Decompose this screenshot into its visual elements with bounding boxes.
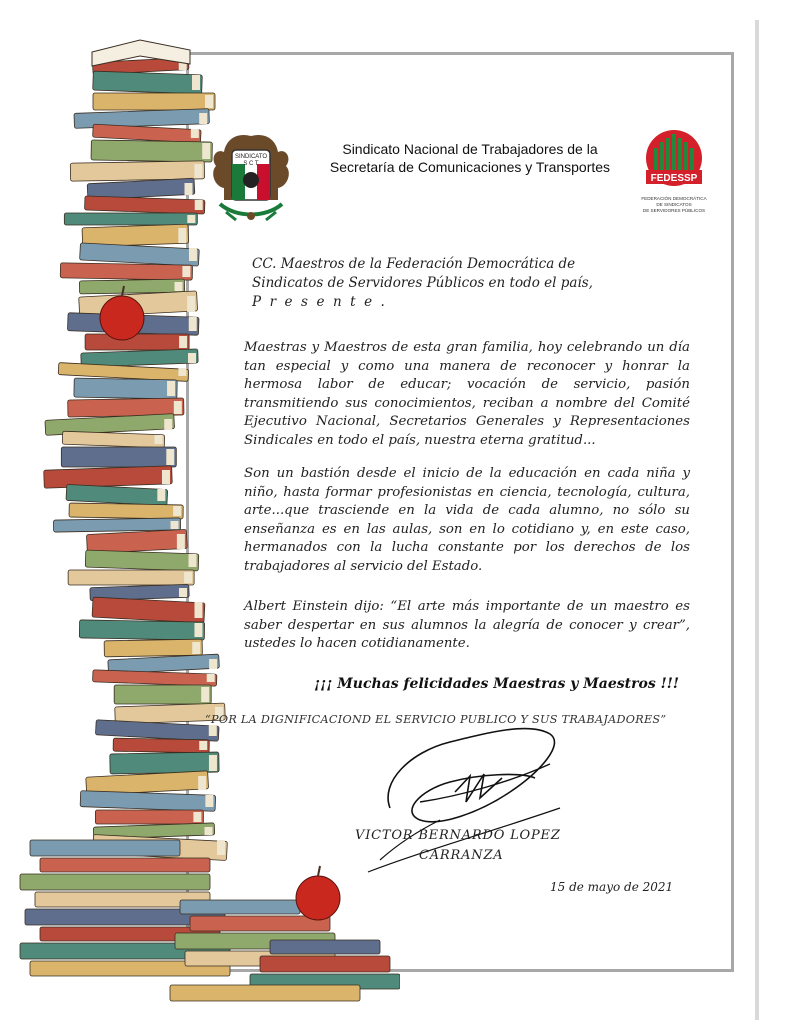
fedessp-caption-2: DE SINDICATOS bbox=[656, 202, 692, 207]
book-pages bbox=[177, 534, 185, 549]
book bbox=[80, 243, 200, 266]
fedessp-caption-1: FEDERACIÓN DEMOCRÁTICA bbox=[641, 196, 707, 201]
book-pages bbox=[195, 200, 203, 210]
fedessp-logo bbox=[640, 128, 708, 228]
book-pages bbox=[187, 215, 195, 223]
book-pages bbox=[182, 266, 190, 277]
book-pages bbox=[189, 317, 197, 331]
book-pages bbox=[191, 129, 199, 138]
book bbox=[62, 431, 164, 448]
book bbox=[30, 840, 180, 856]
book-pages bbox=[193, 812, 201, 822]
book-pages bbox=[217, 840, 225, 855]
book bbox=[93, 93, 215, 110]
book bbox=[64, 213, 197, 225]
book-pages bbox=[205, 795, 213, 807]
book-pages bbox=[187, 296, 195, 312]
book-pages bbox=[184, 183, 192, 195]
motto: “POR LA DIGNIFICACIOND EL SERVICIO PUBLICO Y SUS TRABAJADORES” bbox=[205, 713, 667, 726]
book bbox=[79, 279, 184, 294]
book-pages bbox=[209, 755, 217, 771]
book bbox=[79, 620, 204, 640]
book-pages bbox=[194, 164, 202, 178]
book-pages bbox=[209, 659, 217, 669]
book bbox=[69, 503, 183, 519]
book-pages bbox=[179, 336, 187, 348]
book bbox=[85, 550, 199, 571]
book-pages bbox=[154, 435, 162, 444]
book bbox=[270, 940, 380, 954]
book-pages bbox=[166, 449, 174, 465]
book bbox=[53, 518, 180, 532]
book bbox=[93, 670, 217, 686]
book-pages bbox=[189, 248, 197, 261]
salutation bbox=[252, 255, 712, 312]
book-pages bbox=[209, 725, 217, 736]
book bbox=[170, 985, 360, 1001]
sct-logo-text-top: SINDICATO bbox=[234, 154, 268, 160]
book bbox=[80, 791, 215, 812]
apple-stem bbox=[318, 866, 320, 876]
book bbox=[95, 720, 219, 741]
sct-union-logo bbox=[206, 128, 296, 228]
signer-name-line-1: VICTOR BERNARDO LOPEZ bbox=[355, 828, 561, 843]
header-line-2: Secretaría de Comunicaciones y Transportes bbox=[329, 159, 611, 175]
book-pages bbox=[171, 521, 179, 529]
book-pages bbox=[192, 642, 200, 654]
book bbox=[61, 447, 176, 467]
salutation-line-3: Presente. bbox=[252, 294, 394, 310]
book bbox=[85, 196, 205, 214]
book bbox=[113, 738, 209, 753]
page-edge-shadow bbox=[755, 20, 759, 1020]
fedessp-logo-name: FEDESSP bbox=[650, 173, 698, 184]
book-pages bbox=[192, 75, 200, 90]
book-pages bbox=[194, 602, 202, 618]
book-pages bbox=[194, 623, 202, 637]
body-paragraph-1: Maestras y Maestros de esta gran familia, hoy celebrando un día tan especial y como una manera de reconocer y honrar la hermosa labor de educar; vocación de servicio, pasión transmitiendo sus conocimientos, reciban a nombre del Comité Ejecutivo Nacional, Secretarios Generales y Representaciones Sindicales en todo el país, nuestra eterna gratitud... bbox=[244, 340, 690, 448]
book bbox=[92, 597, 205, 623]
book-pages bbox=[198, 776, 206, 790]
book bbox=[44, 466, 173, 488]
book bbox=[110, 752, 219, 774]
book bbox=[180, 900, 300, 914]
book-pages bbox=[178, 228, 186, 243]
fedessp-caption-3: DE SERVIDORES PÚBLICOS bbox=[642, 208, 706, 213]
book-pages bbox=[174, 401, 182, 414]
book bbox=[93, 71, 203, 94]
book-pages bbox=[205, 95, 213, 108]
book bbox=[86, 529, 187, 553]
congratulations-line: ¡¡¡ Muchas felicidades Maestras y Maestros !!! bbox=[314, 676, 680, 692]
book bbox=[60, 263, 192, 280]
book bbox=[95, 810, 203, 824]
signer-name bbox=[355, 826, 615, 866]
letter-header bbox=[310, 140, 630, 176]
book-pages bbox=[157, 489, 165, 501]
book-pages bbox=[175, 282, 183, 291]
book-pages bbox=[164, 419, 172, 430]
apple-icon bbox=[100, 296, 144, 340]
book bbox=[74, 378, 177, 399]
book bbox=[260, 956, 390, 972]
book bbox=[70, 161, 204, 181]
book-pages bbox=[173, 506, 181, 516]
book-pages bbox=[184, 572, 192, 583]
book-pages bbox=[167, 381, 175, 396]
apple-icon bbox=[296, 876, 340, 920]
book-pages bbox=[189, 554, 197, 567]
book bbox=[104, 639, 202, 657]
book-pages bbox=[205, 827, 213, 835]
book bbox=[40, 858, 210, 872]
book-pages bbox=[179, 588, 187, 597]
book-pages bbox=[199, 741, 207, 750]
book-pages bbox=[162, 470, 170, 484]
book bbox=[20, 874, 210, 890]
signer-name-line-2: CARRANZA bbox=[419, 848, 504, 863]
body-paragraph-3: Albert Einstein dijo: “El arte más importante de un maestro es saber despertar en sus alumnos la alegría de conocer y crear”, ustedes lo hacen cotidianamente. bbox=[244, 599, 690, 651]
salutation-line-1: CC. Maestros de la Federación Democrática de bbox=[252, 256, 576, 272]
book bbox=[91, 140, 212, 162]
book-pages bbox=[207, 674, 215, 682]
book bbox=[114, 685, 211, 704]
book-pages bbox=[199, 113, 207, 124]
book-pages bbox=[178, 368, 186, 376]
sct-logo-text-bottom: S C T bbox=[243, 161, 259, 167]
book-pages bbox=[188, 353, 196, 363]
book bbox=[68, 570, 194, 585]
book-pages bbox=[201, 687, 209, 702]
body-paragraph-2: Son un bastión desde el inicio de la educación en cada niña y niño, hasta formar profesionistas en ciencia, tecnología, cultura, arte...que trasciende en la vida de cada alumno, no sólo su enseñanza es en las aulas, son en lo cotidiano y, en este caso, hermanados con la lucha constante por los derechos de los trabajadores al servicio del Estado. bbox=[244, 466, 690, 574]
book bbox=[85, 334, 189, 350]
book bbox=[66, 484, 168, 505]
header-line-1: Sindicato Nacional de Trabajadores de la bbox=[342, 141, 598, 157]
letter-date: 15 de mayo de 2021 bbox=[550, 880, 674, 894]
salutation-line-2: Sindicatos de Servidores Públicos en todo el país, bbox=[252, 275, 593, 291]
